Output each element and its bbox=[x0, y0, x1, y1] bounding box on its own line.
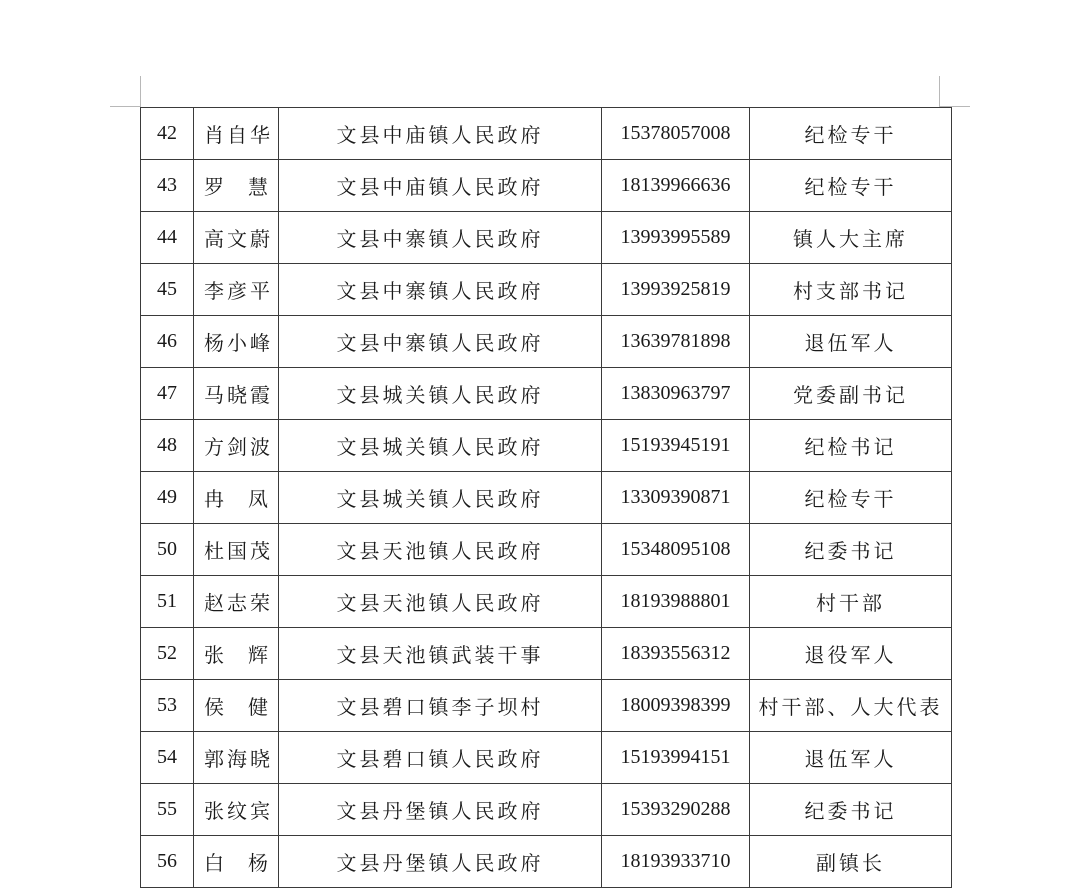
work-unit-cell: 文县中寨镇人民政府 bbox=[279, 264, 602, 316]
person-name-cell: 肖自华 bbox=[194, 108, 279, 160]
table-row bbox=[141, 680, 952, 732]
row-number-cell: 49 bbox=[141, 472, 194, 524]
person-name-text: 罗 慧 bbox=[204, 175, 268, 199]
position-cell: 纪检专干 bbox=[750, 472, 952, 524]
position-cell: 党委副书记 bbox=[750, 368, 952, 420]
row-number-cell: 56 bbox=[141, 836, 194, 888]
row-number-cell: 55 bbox=[141, 784, 194, 836]
person-name-cell: 张纹宾 bbox=[194, 784, 279, 836]
person-name-cell bbox=[194, 160, 279, 212]
position-cell: 退役军人 bbox=[750, 628, 952, 680]
position-cell: 纪委书记 bbox=[750, 524, 952, 576]
work-unit-cell: 文县中庙镇人民政府 bbox=[279, 108, 602, 160]
phone-number-cell: 18139966636 bbox=[602, 160, 750, 212]
phone-number-cell: 18193933710 bbox=[602, 836, 750, 888]
phone-number-cell: 15393290288 bbox=[602, 784, 750, 836]
row-number-cell: 52 bbox=[141, 628, 194, 680]
work-unit-cell: 文县丹堡镇人民政府 bbox=[279, 784, 602, 836]
position-cell: 纪检专干 bbox=[750, 160, 952, 212]
position-cell: 退伍军人 bbox=[750, 316, 952, 368]
row-number-cell: 46 bbox=[141, 316, 194, 368]
crop-mark-top-left-vertical bbox=[140, 76, 141, 107]
work-unit-cell: 文县碧口镇人民政府 bbox=[279, 732, 602, 784]
work-unit-cell: 文县天池镇人民政府 bbox=[279, 524, 602, 576]
person-name-cell bbox=[194, 836, 279, 888]
work-unit-cell: 文县天池镇人民政府 bbox=[279, 576, 602, 628]
table-row bbox=[141, 316, 952, 368]
phone-number-cell: 13309390871 bbox=[602, 472, 750, 524]
person-name-cell: 杜国茂 bbox=[194, 524, 279, 576]
position-cell: 退伍军人 bbox=[750, 732, 952, 784]
person-name-text: 张 辉 bbox=[204, 643, 268, 667]
row-number-cell: 54 bbox=[141, 732, 194, 784]
position-cell: 纪检专干 bbox=[750, 108, 952, 160]
phone-number-cell: 13993925819 bbox=[602, 264, 750, 316]
person-name-text: 白 杨 bbox=[204, 851, 268, 875]
person-name-cell bbox=[194, 680, 279, 732]
crop-mark-top-right-vertical bbox=[939, 76, 940, 107]
table-row bbox=[141, 576, 952, 628]
phone-number-cell: 13993995589 bbox=[602, 212, 750, 264]
position-cell: 纪检书记 bbox=[750, 420, 952, 472]
person-name-cell: 郭海晓 bbox=[194, 732, 279, 784]
work-unit-cell: 文县中寨镇人民政府 bbox=[279, 212, 602, 264]
row-number-cell: 45 bbox=[141, 264, 194, 316]
person-name-cell bbox=[194, 628, 279, 680]
table-row bbox=[141, 212, 952, 264]
table-row bbox=[141, 264, 952, 316]
phone-number-cell: 15193945191 bbox=[602, 420, 750, 472]
phone-number-cell: 13639781898 bbox=[602, 316, 750, 368]
phone-number-cell: 15348095108 bbox=[602, 524, 750, 576]
table-row bbox=[141, 628, 952, 680]
table-row bbox=[141, 784, 952, 836]
table-row bbox=[141, 108, 952, 160]
row-number-cell: 44 bbox=[141, 212, 194, 264]
row-number-cell: 47 bbox=[141, 368, 194, 420]
position-cell: 村支部书记 bbox=[750, 264, 952, 316]
phone-number-cell: 18193988801 bbox=[602, 576, 750, 628]
table-row bbox=[141, 836, 952, 888]
position-cell: 副镇长 bbox=[750, 836, 952, 888]
person-name-cell: 杨小峰 bbox=[194, 316, 279, 368]
phone-number-cell: 18009398399 bbox=[602, 680, 750, 732]
row-number-cell: 51 bbox=[141, 576, 194, 628]
table-row bbox=[141, 472, 952, 524]
personnel-table bbox=[140, 107, 952, 888]
table-row bbox=[141, 524, 952, 576]
work-unit-cell: 文县城关镇人民政府 bbox=[279, 368, 602, 420]
table-row bbox=[141, 368, 952, 420]
person-name-text: 侯 健 bbox=[204, 695, 268, 719]
person-name-cell: 马晓霞 bbox=[194, 368, 279, 420]
person-name-text: 冉 凤 bbox=[204, 487, 268, 511]
row-number-cell: 50 bbox=[141, 524, 194, 576]
person-name-cell bbox=[194, 472, 279, 524]
phone-number-cell: 15193994151 bbox=[602, 732, 750, 784]
work-unit-cell: 文县中寨镇人民政府 bbox=[279, 316, 602, 368]
work-unit-cell: 文县城关镇人民政府 bbox=[279, 420, 602, 472]
crop-mark-top-left-horizontal bbox=[110, 106, 141, 107]
position-cell: 镇人大主席 bbox=[750, 212, 952, 264]
row-number-cell: 42 bbox=[141, 108, 194, 160]
row-number-cell: 48 bbox=[141, 420, 194, 472]
position-cell: 村干部、人大代表 bbox=[750, 680, 952, 732]
position-cell: 纪委书记 bbox=[750, 784, 952, 836]
work-unit-cell: 文县丹堡镇人民政府 bbox=[279, 836, 602, 888]
phone-number-cell: 18393556312 bbox=[602, 628, 750, 680]
person-name-cell: 高文蔚 bbox=[194, 212, 279, 264]
work-unit-cell: 文县城关镇人民政府 bbox=[279, 472, 602, 524]
work-unit-cell: 文县天池镇武装干事 bbox=[279, 628, 602, 680]
position-cell: 村干部 bbox=[750, 576, 952, 628]
person-name-cell: 李彦平 bbox=[194, 264, 279, 316]
row-number-cell: 53 bbox=[141, 680, 194, 732]
phone-number-cell: 15378057008 bbox=[602, 108, 750, 160]
table-row bbox=[141, 732, 952, 784]
row-number-cell: 43 bbox=[141, 160, 194, 212]
table-row bbox=[141, 420, 952, 472]
person-name-cell: 赵志荣 bbox=[194, 576, 279, 628]
table-row bbox=[141, 160, 952, 212]
person-name-cell: 方剑波 bbox=[194, 420, 279, 472]
work-unit-cell: 文县中庙镇人民政府 bbox=[279, 160, 602, 212]
phone-number-cell: 13830963797 bbox=[602, 368, 750, 420]
personnel-table-body bbox=[141, 108, 952, 888]
work-unit-cell: 文县碧口镇李子坝村 bbox=[279, 680, 602, 732]
